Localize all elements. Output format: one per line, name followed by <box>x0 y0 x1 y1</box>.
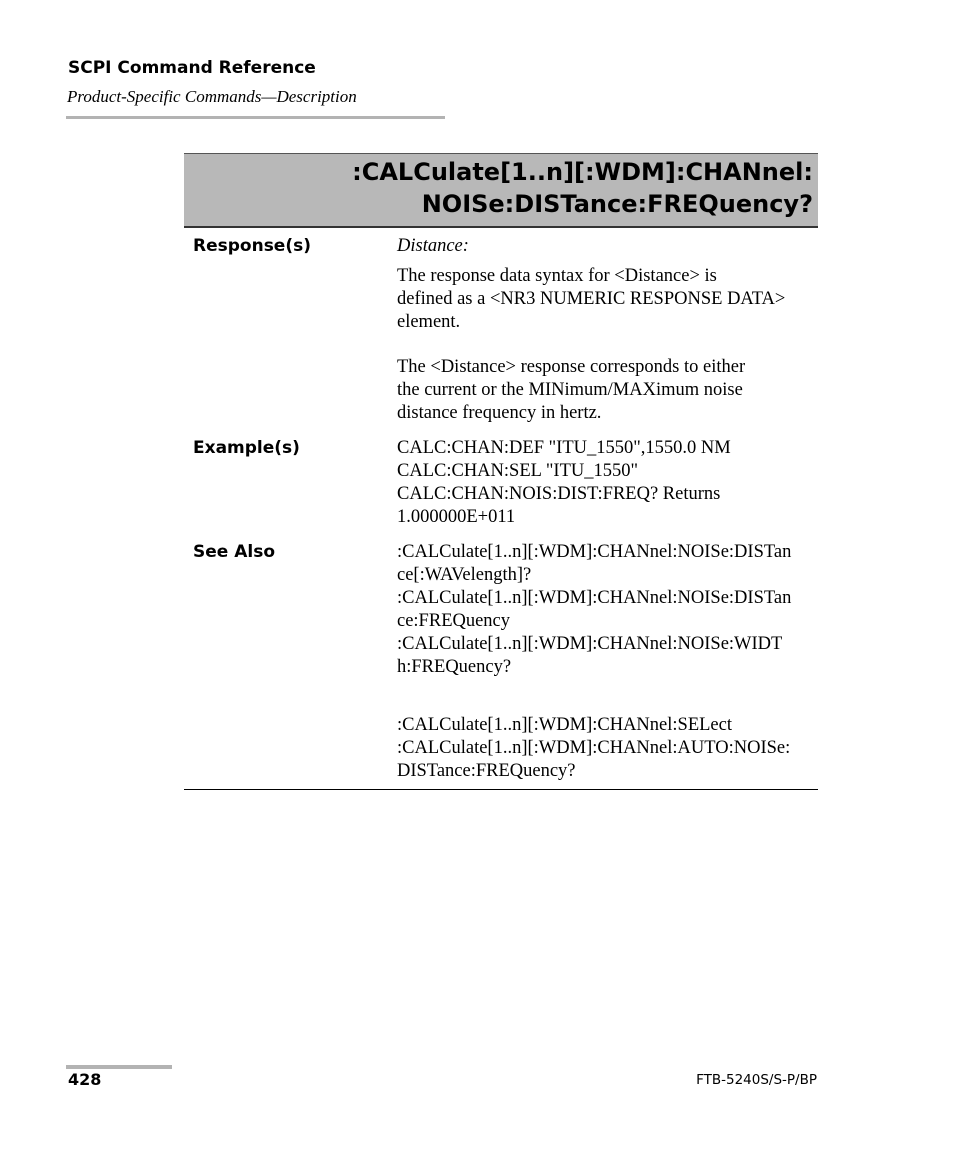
footer-rule <box>66 1065 172 1069</box>
see-also-line: DISTance:FREQuency? <box>397 761 576 781</box>
response-text-line: The <Distance> response corresponds to either <box>397 357 746 377</box>
example-line: 1.000000E+011 <box>397 507 516 527</box>
example-line: CALC:CHAN:SEL "ITU_1550" <box>397 461 639 481</box>
response-name: Distance: <box>397 236 469 256</box>
table-bottom-rule <box>184 789 818 790</box>
command-title-box <box>184 153 818 228</box>
command-title-line-2: NOISe:DISTance:FREQuency? <box>421 190 813 218</box>
see-also-line: :CALCulate[1..n][:WDM]:CHANnel:SELect <box>397 715 732 735</box>
example-line: CALC:CHAN:DEF "ITU_1550",1550.0 NM <box>397 438 731 458</box>
command-title-line-1: :CALCulate[1..n][:WDM]:CHANnel: <box>352 158 813 186</box>
example-line: CALC:CHAN:NOIS:DIST:FREQ? Returns <box>397 484 721 504</box>
response-text-line: The response data syntax for <Distance> is <box>397 266 717 286</box>
see-also-label: See Also <box>193 542 276 562</box>
see-also-line: ce:FREQuency <box>397 611 511 631</box>
see-also-line: ce[:WAVelength]? <box>397 565 532 585</box>
see-also-line: :CALCulate[1..n][:WDM]:CHANnel:NOISe:DISTan <box>397 542 792 562</box>
footer-product-name: FTB-5240S/S-P/BP <box>696 1072 817 1088</box>
page-header-title: SCPI Command Reference <box>68 58 316 78</box>
see-also-line: :CALCulate[1..n][:WDM]:CHANnel:NOISe:DISTan <box>397 588 792 608</box>
see-also-line: :CALCulate[1..n][:WDM]:CHANnel:AUTO:NOISe: <box>397 738 791 758</box>
response-text-line: distance frequency in hertz. <box>397 403 602 423</box>
response-text-line: the current or the MINimum/MAXimum noise <box>397 380 743 400</box>
see-also-line: h:FREQuency? <box>397 657 512 677</box>
see-also-line: :CALCulate[1..n][:WDM]:CHANnel:NOISe:WIDT <box>397 634 783 654</box>
responses-label: Response(s) <box>193 236 311 256</box>
examples-label: Example(s) <box>193 438 300 458</box>
page-header-subtitle: Product-Specific Commands—Description <box>67 87 357 106</box>
response-text-line: defined as a <NR3 NUMERIC RESPONSE DATA> <box>397 289 786 309</box>
header-rule <box>66 116 445 119</box>
page-number: 428 <box>68 1070 102 1089</box>
response-text-line: element. <box>397 312 461 332</box>
